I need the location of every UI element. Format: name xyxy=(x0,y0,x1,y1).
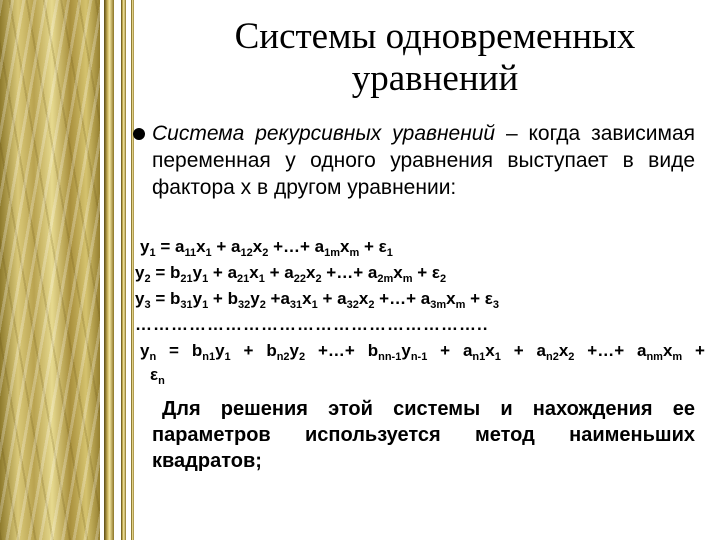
eq-text: + a xyxy=(264,263,294,282)
eq-text: y xyxy=(135,289,145,308)
equation-3 xyxy=(135,288,700,310)
marble-border xyxy=(0,0,100,540)
eq-text: x xyxy=(302,289,312,308)
eq-text: +a xyxy=(265,289,290,308)
eq-text: + a xyxy=(427,341,473,360)
bullet-icon xyxy=(133,128,145,140)
eq-sub: n1 xyxy=(202,351,216,363)
eq-text: = a xyxy=(155,237,185,256)
eq-text: y xyxy=(250,289,260,308)
eq-text: x xyxy=(249,263,259,282)
eq-text: = b xyxy=(156,341,203,360)
eq-sub: nn-1 xyxy=(378,351,402,363)
eq-text: y xyxy=(140,341,150,360)
eq-text: + b xyxy=(230,341,277,360)
eq-sub: 1 xyxy=(202,273,209,285)
eq-text: y xyxy=(401,341,411,360)
eq-text: = b xyxy=(150,263,181,282)
eq-sub: m xyxy=(672,351,683,363)
eq-sub: 1 xyxy=(494,351,501,363)
equation-2 xyxy=(135,262,700,284)
eq-text: x xyxy=(196,237,206,256)
eq-sub: 3 xyxy=(492,299,499,311)
title-line-2: уравнений xyxy=(351,58,519,99)
eq-text: y xyxy=(192,289,203,308)
equation-1 xyxy=(140,236,705,258)
eq-sub: nm xyxy=(646,351,663,363)
eq-text: y xyxy=(215,341,225,360)
eq-text: + a xyxy=(211,237,241,256)
ellipsis-row: ………………………………………………….. xyxy=(135,315,489,334)
equation-n-tail xyxy=(150,364,715,386)
closing-rest: параметров используется метод наименьших квадратов; xyxy=(152,424,695,472)
eq-sub: 2 xyxy=(144,273,151,285)
definition-term: Система рекурсивных уравнений xyxy=(152,122,496,145)
eq-text: y xyxy=(135,263,145,282)
closing-first-line: Для решения этой системы и нахождения ее xyxy=(162,398,695,420)
eq-text: + ε xyxy=(359,237,387,256)
eq-text: x xyxy=(558,341,569,360)
eq-text: x xyxy=(358,289,369,308)
eq-text: + ε xyxy=(412,263,440,282)
eq-sub: 22 xyxy=(293,273,306,285)
eq-text: +…+ a xyxy=(374,289,431,308)
eq-text: y xyxy=(140,237,150,256)
eq-text: +…+ b xyxy=(305,341,379,360)
eq-sub: 1 xyxy=(202,299,209,311)
eq-sub: 3m xyxy=(430,299,447,311)
eq-sub: 2 xyxy=(299,351,306,363)
eq-text: y xyxy=(289,341,300,360)
eq-sub: n2 xyxy=(545,351,559,363)
eq-sub: 12 xyxy=(240,247,253,259)
eq-text: + a xyxy=(500,341,546,360)
eq-sub: 31 xyxy=(180,299,193,311)
eq-text: +…+ a xyxy=(574,341,647,360)
eq-sub: n1 xyxy=(472,351,486,363)
eq-text: + ε xyxy=(465,289,493,308)
eq-sub: 3 xyxy=(144,299,151,311)
eq-sub: 21 xyxy=(180,273,193,285)
definition-text: – когда зависимая переменная у одного уравнения выступает в виде фактора х в другом уравнении: xyxy=(152,122,695,199)
slide-title xyxy=(170,16,700,100)
eq-sub: 1m xyxy=(324,247,341,259)
eq-sub: 1 xyxy=(311,299,318,311)
eq-text: + a xyxy=(317,289,347,308)
eq-sub: 31 xyxy=(289,299,303,311)
eq-text: x xyxy=(252,237,263,256)
closing-paragraph xyxy=(152,396,695,474)
eq-text: = b xyxy=(150,289,181,308)
eq-sub: 2 xyxy=(368,299,375,311)
equation-n xyxy=(140,340,705,362)
eq-sub: n-1 xyxy=(410,351,428,363)
eq-text: + b xyxy=(208,289,238,308)
title-line-1: Системы одновременных xyxy=(234,16,636,57)
eq-sub: 1 xyxy=(386,247,393,259)
eq-text: +…+ a xyxy=(321,263,378,282)
eq-sub: 2 xyxy=(315,273,322,285)
eq-sub: 11 xyxy=(184,247,197,259)
eq-text: x xyxy=(305,263,316,282)
eq-sub: n xyxy=(158,375,165,387)
eq-text: +…+ a xyxy=(268,237,325,256)
eq-text: y xyxy=(192,263,203,282)
eq-sub: 1 xyxy=(224,351,231,363)
eq-text: x xyxy=(485,341,495,360)
gold-stripe xyxy=(131,0,134,540)
eq-text: + a xyxy=(208,263,238,282)
eq-sub: 2 xyxy=(439,273,447,285)
eq-sub: m xyxy=(402,273,413,285)
gold-stripe xyxy=(104,0,114,540)
eq-text: ε xyxy=(150,365,159,384)
eq-sub: 1 xyxy=(149,247,156,259)
eq-sub: 2m xyxy=(377,273,394,285)
eq-sub: 2 xyxy=(259,299,266,311)
eq-sub: 32 xyxy=(237,299,251,311)
eq-text: + xyxy=(682,341,705,360)
eq-sub: n xyxy=(149,351,157,363)
eq-sub: 1 xyxy=(205,247,212,259)
eq-text: x xyxy=(446,289,456,308)
eq-sub: m xyxy=(455,299,466,311)
gold-stripe xyxy=(121,0,126,540)
bullet-paragraph xyxy=(152,120,695,201)
eq-text: x xyxy=(340,237,350,256)
eq-sub: 2 xyxy=(262,247,269,259)
eq-sub: n2 xyxy=(276,351,290,363)
eq-sub: 1 xyxy=(258,273,265,285)
eq-sub: 21 xyxy=(237,273,250,285)
eq-text: x xyxy=(662,341,673,360)
eq-sub: 32 xyxy=(346,299,359,311)
eq-text: x xyxy=(393,263,403,282)
eq-sub: m xyxy=(349,247,360,259)
eq-sub: 2 xyxy=(568,351,575,363)
